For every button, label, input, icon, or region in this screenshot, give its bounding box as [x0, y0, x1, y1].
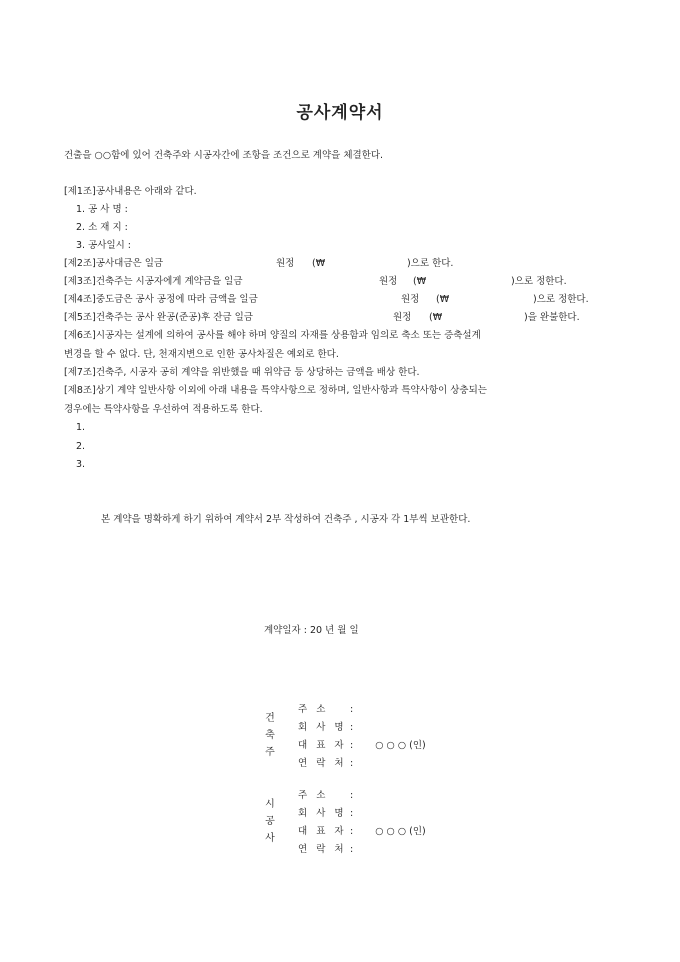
- colon: :: [350, 740, 354, 751]
- owner-representative-row: [298, 737, 426, 751]
- article-tag: [제2조]: [64, 258, 96, 269]
- colon: :: [350, 844, 354, 855]
- article-text: 상기 계약 일반사항 이외에 아래 내용을 특약사항으로 정하며, 일반사항과 특약사항이 상충되는: [95, 385, 487, 396]
- owner-representative-label: 대 표 자: [298, 740, 347, 751]
- article-6: [64, 329, 481, 342]
- article-6-continued: 변경을 할 수 없다. 단, 천재지변으로 인한 공사차질은 예외로 한다.: [64, 349, 339, 360]
- article-2: [64, 257, 163, 270]
- article-3-paren-close: )으로 정한다.: [511, 276, 567, 287]
- article-text: 공사내용은 아래와 같다.: [95, 186, 197, 197]
- article-2-paren-close: )으로 한다.: [407, 258, 454, 269]
- contractor-contact-row: [298, 841, 353, 855]
- owner-contact-label: 연 락 처: [298, 758, 347, 769]
- contractor-label: [263, 796, 277, 847]
- colon: :: [350, 704, 354, 715]
- article-tag: [제6조]: [64, 330, 96, 341]
- colon: :: [350, 722, 354, 733]
- owner-label-char: 주: [265, 747, 275, 758]
- colon: :: [350, 808, 354, 819]
- article-1-item: 2. 소 재 지 :: [76, 222, 128, 233]
- contractor-representative-label: 대 표 자: [298, 826, 347, 837]
- article-1: [64, 185, 197, 198]
- article-tag: [제5조]: [64, 312, 96, 323]
- article-4-paren-close: )으로 정한다.: [533, 294, 589, 305]
- owner-label-char: 축: [265, 730, 275, 741]
- article-tag: [제8조]: [64, 385, 96, 396]
- contractor-address-row: [298, 787, 353, 801]
- colon: :: [350, 758, 354, 769]
- article-text: 시공자는 설계에 의하여 공사를 해야 하며 양질의 자재를 상용함과 임의로 축소 또는 증축설계: [95, 330, 481, 341]
- article-text: 중도금은 공사 공정에 따라 금액을 일금: [95, 294, 258, 305]
- contractor-seal: ○ ○ ○ (인): [375, 826, 426, 837]
- contractor-representative-row: [298, 823, 426, 837]
- article-5: [64, 311, 253, 324]
- article-text: 공사대금은 일금: [95, 258, 164, 269]
- article-5-paren-open: (₩: [429, 312, 443, 323]
- article-4-paren-open: (₩: [436, 294, 450, 305]
- intro-text: 건출을 ○○함에 있어 건축주와 시공자간에 조항을 조건으로 계약을 체결한다.: [64, 150, 384, 161]
- owner-company-row: [298, 719, 353, 733]
- contractor-contact-label: 연 락 처: [298, 844, 347, 855]
- colon: :: [350, 826, 354, 837]
- contractor-label-char: 사: [265, 833, 275, 844]
- article-1-item: 1. 공 사 명 :: [76, 204, 128, 215]
- owner-address-label: 주 소: [298, 704, 329, 715]
- article-text: 건축주는 공사 완공(준공)후 잔금 일금: [95, 312, 253, 323]
- article-3-paren-open: (₩: [413, 276, 427, 287]
- article-8: [64, 384, 487, 397]
- closing-text: 본 계약을 명확하게 하기 위하여 계약서 2부 작성하여 건축주 , 시공자 각 1부씩 보관한다.: [101, 514, 471, 525]
- owner-label-char: 건: [265, 713, 275, 724]
- article-5-paren-close: )을 완불한다.: [524, 312, 580, 323]
- article-2-won: 원정: [276, 258, 295, 269]
- contractor-company-row: [298, 805, 353, 819]
- document-title: 공사계약서: [296, 103, 384, 123]
- article-tag: [제1조]: [64, 186, 96, 197]
- contractor-address-label: 주 소: [298, 790, 329, 801]
- article-2-paren-open: (₩: [312, 258, 326, 269]
- owner-contact-row: [298, 755, 353, 769]
- contractor-label-char: 공: [265, 816, 275, 827]
- article-tag: [제4조]: [64, 294, 96, 305]
- article-tag: [제7조]: [64, 367, 96, 378]
- article-tag: [제3조]: [64, 276, 96, 287]
- article-8-item: 1.: [76, 422, 86, 433]
- contractor-company-label: 회 사 명: [298, 808, 347, 819]
- colon: :: [350, 790, 354, 801]
- owner-company-label: 회 사 명: [298, 722, 347, 733]
- owner-seal: ○ ○ ○ (인): [375, 740, 426, 751]
- article-text: 건축주는 시공자에게 계약금을 일금: [95, 276, 243, 287]
- article-4-won: 원정: [401, 294, 420, 305]
- contractor-label-char: 시: [265, 799, 275, 810]
- article-8-continued: 경우에는 특약사항을 우선하여 적용하도록 한다.: [64, 404, 263, 415]
- owner-address-row: [298, 701, 353, 715]
- contract-date: 계약일자 : 20 년 월 일: [264, 625, 359, 636]
- article-4: [64, 293, 258, 306]
- article-8-item: 2.: [76, 441, 86, 452]
- article-7: [64, 366, 420, 379]
- article-1-item: 3. 공사일시 :: [76, 240, 132, 251]
- owner-label: [263, 710, 277, 761]
- article-text: 건축주, 시공자 공히 계약을 위반했을 때 위약금 등 상당하는 금액을 배상 한다.: [95, 367, 420, 378]
- article-3-won: 원정: [379, 276, 398, 287]
- article-5-won: 원정: [393, 312, 412, 323]
- article-3: [64, 275, 243, 288]
- article-8-item: 3.: [76, 459, 86, 470]
